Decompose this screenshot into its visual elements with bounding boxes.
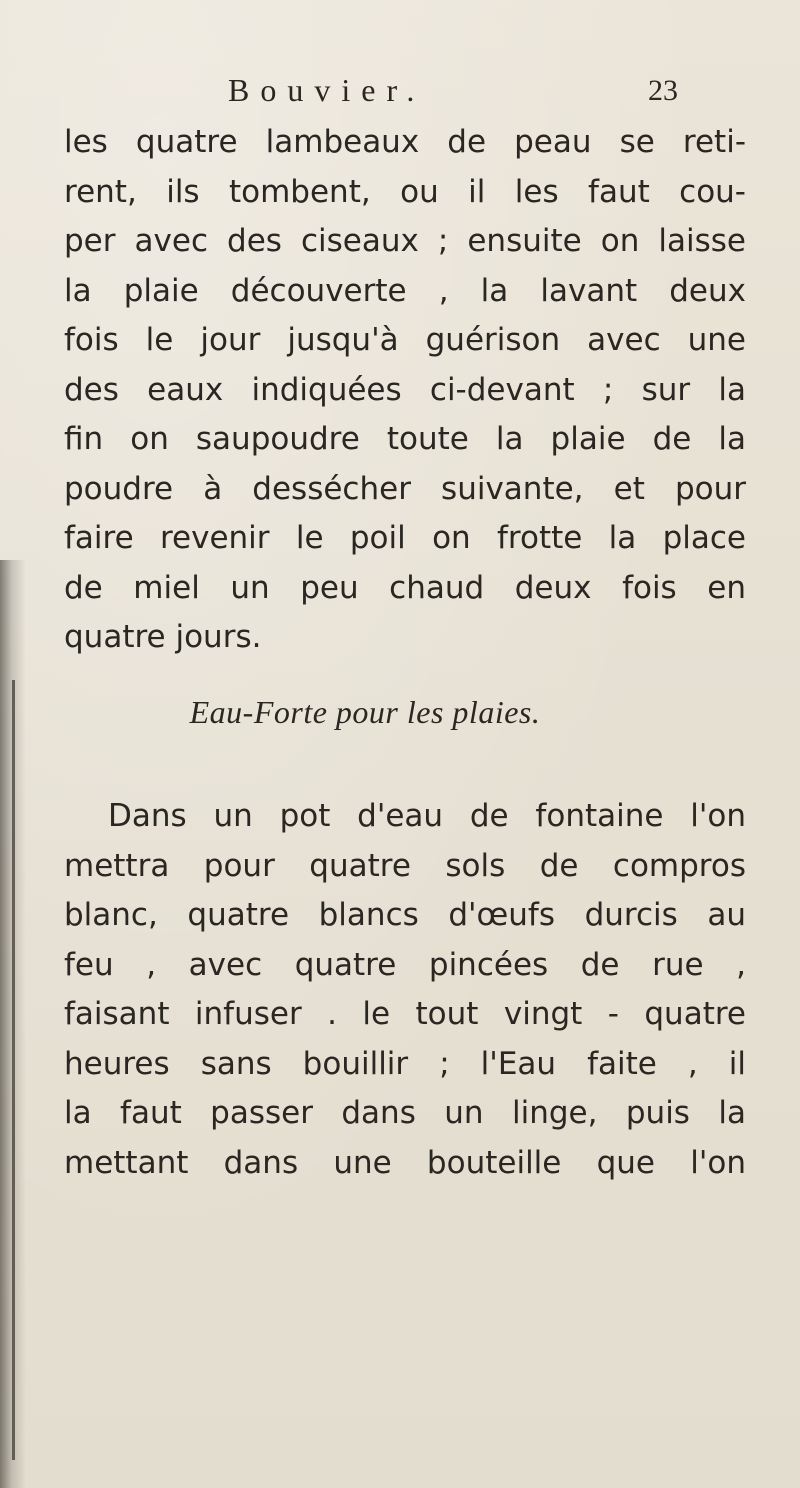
text-line: les quatre lambeaux de peau se reti- bbox=[64, 124, 746, 160]
paragraph-1 bbox=[64, 118, 746, 663]
text-line: la faut passer dans un linge, puis la bbox=[64, 1095, 746, 1131]
text-line: per avec des ciseaux ; ensuite on laisse bbox=[64, 223, 746, 259]
text-line: fois le jour jusqu'à guérison avec une bbox=[64, 322, 746, 358]
page-edge-line bbox=[12, 680, 15, 1460]
text-line: la plaie découverte , la lavant deux bbox=[64, 272, 746, 309]
text-line: faire revenir le poil on frotte la place bbox=[64, 520, 746, 556]
text-line: des eaux indiquées ci-devant ; sur la bbox=[64, 371, 746, 408]
text-line: heures sans bouillir ; l'Eau faite , il bbox=[64, 1045, 746, 1082]
paragraph-2 bbox=[64, 792, 746, 1188]
text-line: Dans un pot d'eau de fontaine l'on bbox=[108, 798, 746, 834]
text-line: mettant dans une bouteille que l'on bbox=[64, 1144, 746, 1181]
page-header bbox=[228, 72, 678, 112]
text-line: quatre jours. bbox=[64, 619, 262, 655]
text-line: feu , avec quatre pincées de rue , bbox=[64, 946, 746, 983]
text-line: poudre à dessécher suivante, et pour bbox=[64, 470, 746, 507]
text-line: blanc, quatre blancs d'œufs durcis au bbox=[64, 897, 746, 933]
running-title: Bouvier. bbox=[228, 72, 426, 108]
section-heading-text: Eau-Forte pour les plaies. bbox=[189, 694, 541, 730]
section-heading bbox=[0, 694, 800, 731]
text-line: faisant infuser . le tout vingt - quatre bbox=[64, 996, 746, 1032]
page-number: 23 bbox=[648, 74, 678, 107]
text-line: mettra pour quatre sols de compros bbox=[64, 847, 746, 884]
text-line: de miel un peu chaud deux fois en bbox=[64, 569, 746, 606]
text-line: rent, ils tombent, ou il les faut cou- bbox=[64, 173, 746, 210]
text-line: fin on saupoudre toute la plaie de la bbox=[64, 421, 746, 457]
